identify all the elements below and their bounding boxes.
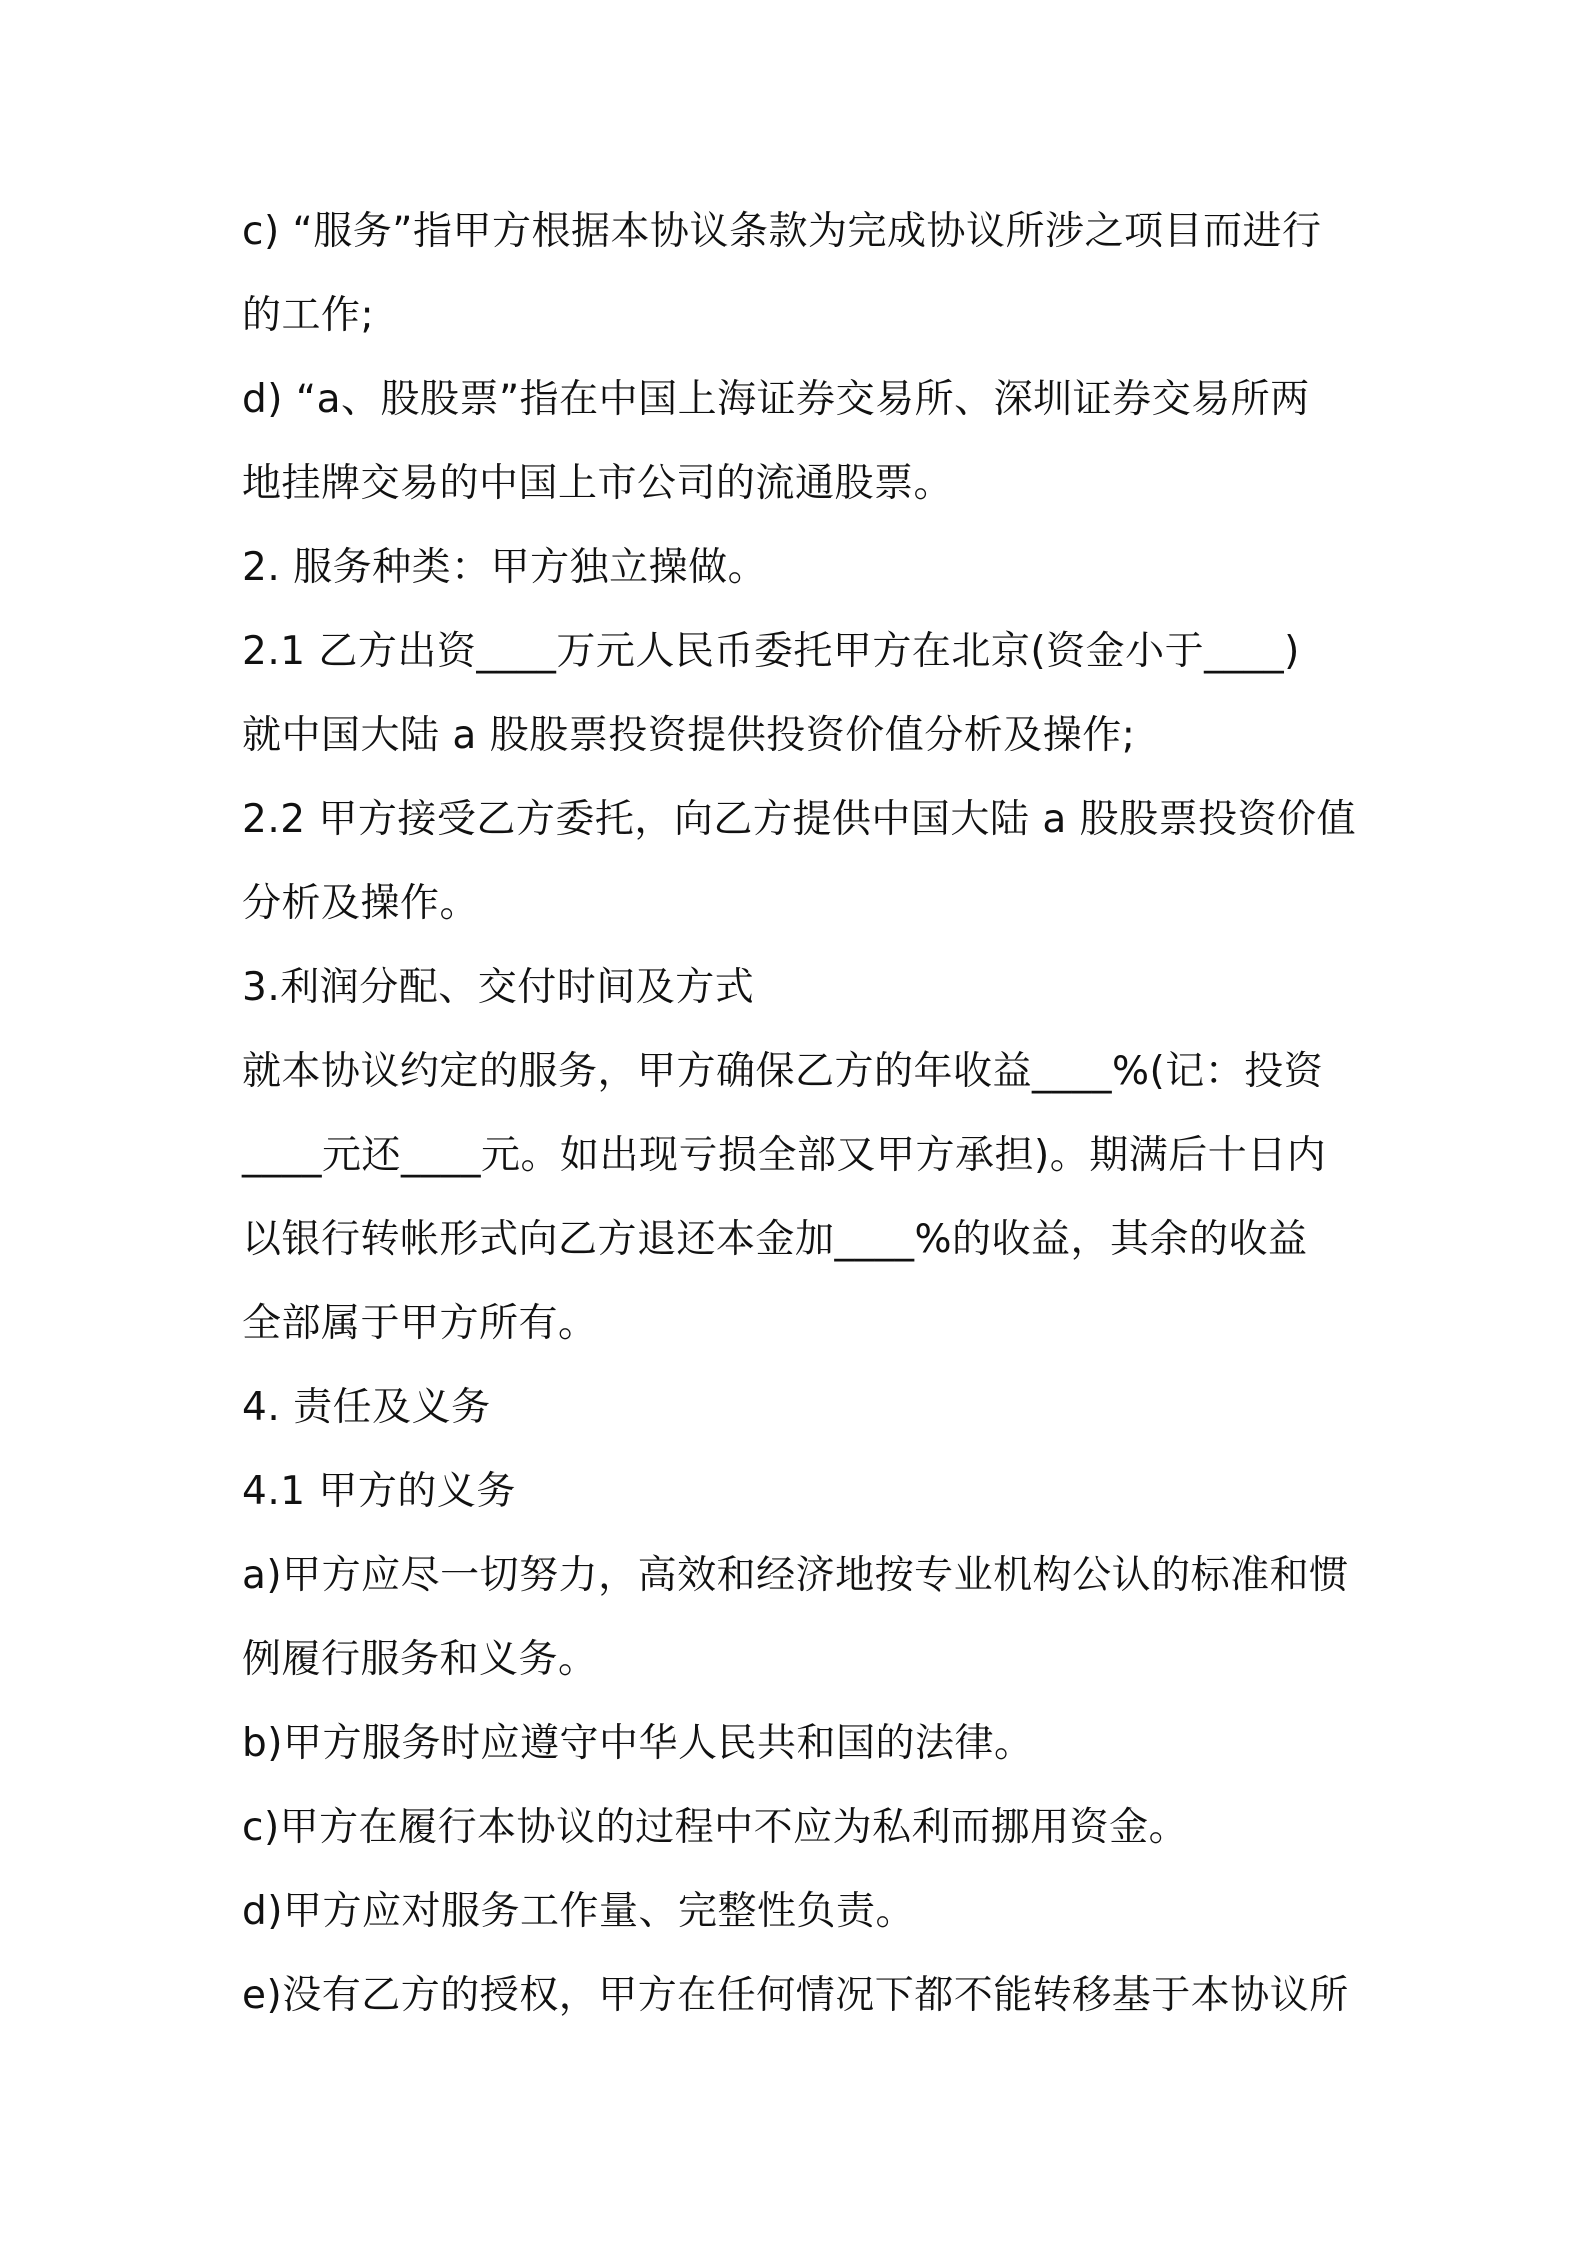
clause-d-stock-definition-line-1: d) “a、股股票”指在中国上海证券交易所、深圳证券交易所两 [242,377,1310,422]
clause-2-1-line-2: 就中国大陆 a 股股票投资提供投资价值分析及操作; [242,713,1136,758]
duty-d: d)甲方应对服务工作量、完整性负责。 [242,1889,915,1934]
document-body [242,190,1362,2038]
section-3-paragraph-line-2: ____元还____元。如出现亏损全部又甲方承担)。期满后十日内 [242,1133,1327,1178]
clause-c-services-definition-line-2: 的工作; [242,293,375,338]
duty-c: c)甲方在履行本协议的过程中不应为私利而挪用资金。 [242,1805,1189,1850]
section-3-heading: 3.利润分配、交付时间及方式 [242,965,755,1010]
duty-e-line-1: e)没有乙方的授权，甲方在任何情况下都不能转移基于本协议所 [242,1973,1349,2018]
clause-2-1-line-1: 2.1 乙方出资____万元人民币委托甲方在北京(资金小于____) [242,629,1300,674]
section-2-heading: 2. 服务种类：甲方独立操做。 [242,545,768,590]
duty-a-line-1: a)甲方应尽一切努力，高效和经济地按专业机构公认的标准和惯 [242,1553,1349,1598]
section-4-heading: 4. 责任及义务 [242,1385,491,1430]
duty-a-line-2: 例履行服务和义务。 [242,1637,598,1682]
section-3-paragraph-line-4: 全部属于甲方所有。 [242,1301,598,1346]
duty-b: b)甲方服务时应遵守中华人民共和国的法律。 [242,1721,1034,1766]
clause-c-services-definition-line-1: c) “服务”指甲方根据本协议条款为完成协议所涉之项目而进行 [242,209,1322,254]
section-3-paragraph-line-1: 就本协议约定的服务，甲方确保乙方的年收益____%(记：投资 [242,1049,1324,1094]
section-4-1-heading: 4.1 甲方的义务 [242,1469,516,1514]
clause-2-2-line-2: 分析及操作。 [242,881,480,926]
clause-d-stock-definition-line-2: 地挂牌交易的中国上市公司的流通股票。 [242,461,954,506]
section-3-paragraph-line-3: 以银行转帐形式向乙方退还本金加____%的收益，其余的收益 [242,1217,1308,1262]
clause-2-2-line-1: 2.2 甲方接受乙方委托，向乙方提供中国大陆 a 股股票投资价值 [242,797,1357,842]
